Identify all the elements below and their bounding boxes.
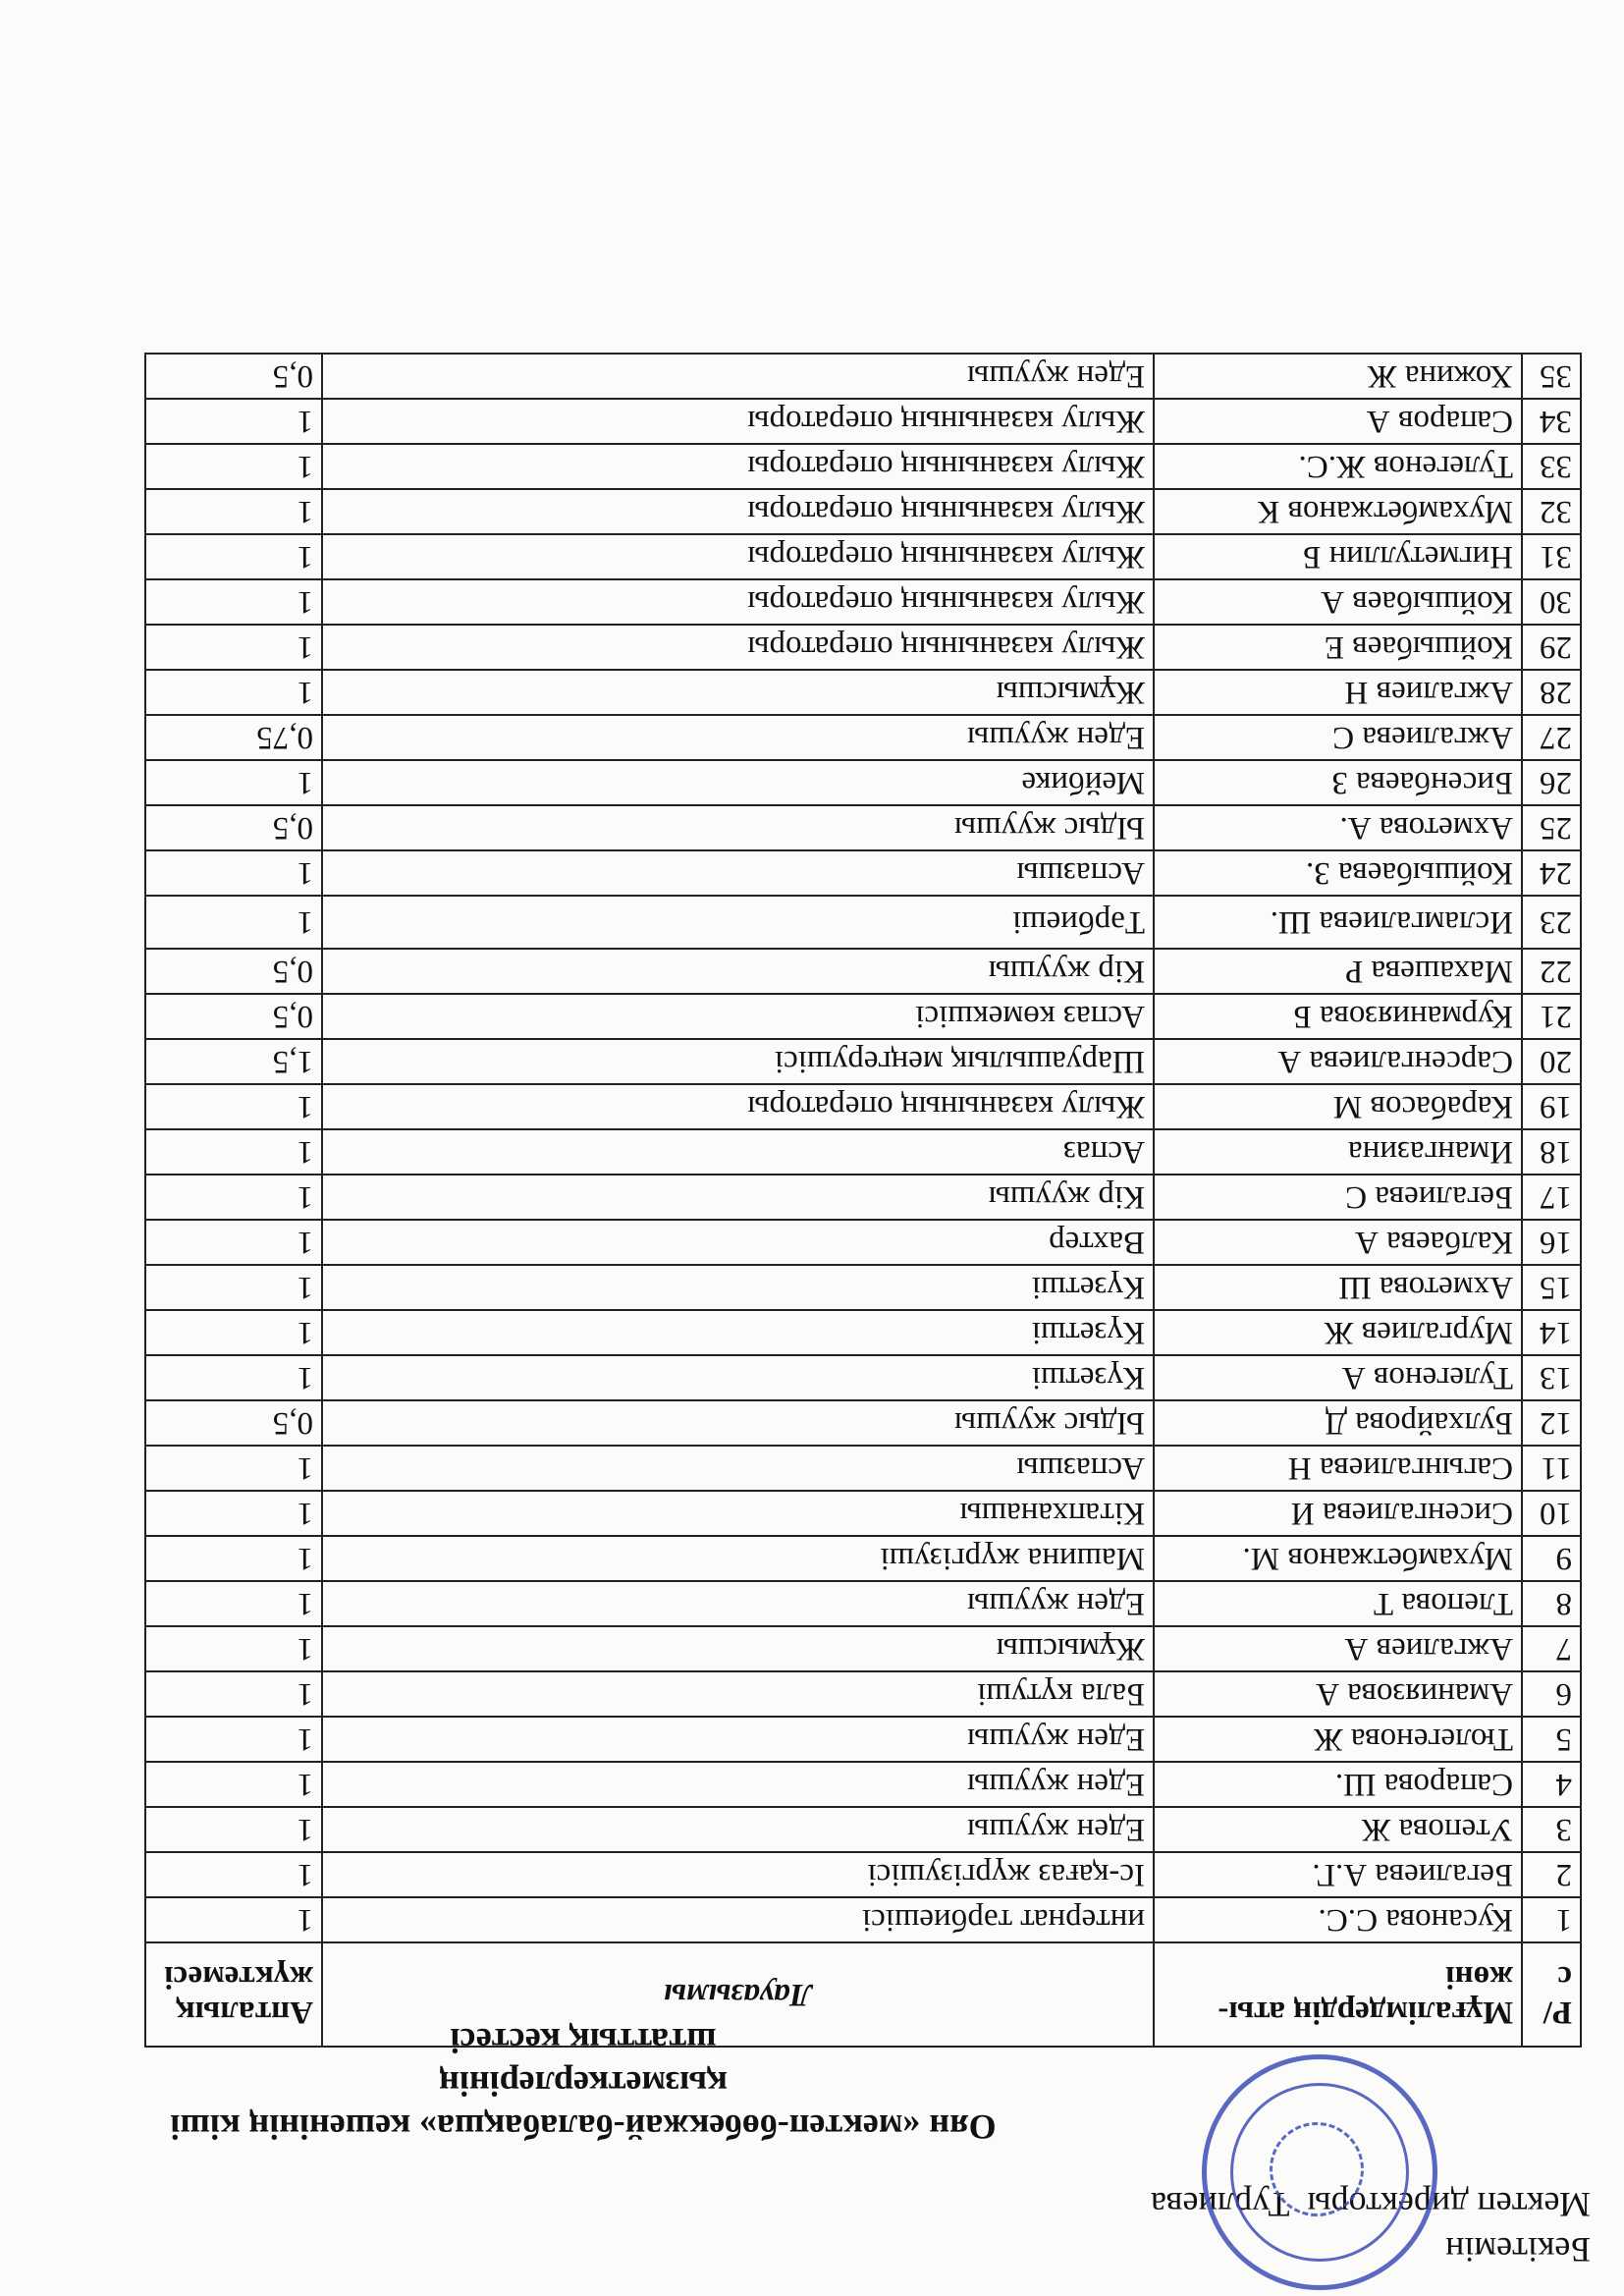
cell-num: 19: [1522, 1084, 1581, 1129]
table-row: [145, 1355, 1581, 1400]
cell-load: 1: [145, 1491, 322, 1536]
cell-num: 3: [1522, 1807, 1581, 1852]
cell-position: Жылу казанының операторы: [322, 444, 1154, 489]
cell-position: Күзетші: [322, 1355, 1154, 1400]
cell-num: 33: [1522, 444, 1581, 489]
cell-load: 1: [145, 760, 322, 805]
cell-name: Сисенгалиева И: [1154, 1491, 1522, 1536]
cell-name: Сапаров А: [1154, 399, 1522, 444]
cell-load: 1: [145, 1310, 322, 1355]
cell-load: 1: [145, 1265, 322, 1310]
cell-name: Мургалиев Ж: [1154, 1310, 1522, 1355]
title-line-2: штаттық кестесі: [450, 2021, 717, 2060]
cell-position: Күзетші: [322, 1265, 1154, 1310]
cell-position: Жұмысшы: [322, 1626, 1154, 1671]
cell-num: 16: [1522, 1220, 1581, 1265]
header-name: Мұғалімдердің аты-жөні: [1154, 1942, 1522, 2047]
table-row: [145, 534, 1581, 579]
cell-load: 1,5: [145, 1039, 322, 1084]
cell-load: 1: [145, 1220, 322, 1265]
cell-num: 20: [1522, 1039, 1581, 1084]
table-row: [145, 760, 1581, 805]
cell-position: Жылу казанының операторы: [322, 579, 1154, 625]
table-row: [145, 670, 1581, 715]
cell-position: Күзетші: [322, 1310, 1154, 1355]
header-position: Лауазымы: [322, 1942, 1154, 2047]
table-header-row: [145, 1942, 1581, 2047]
table-row: [145, 1491, 1581, 1536]
cell-load: 1: [145, 1084, 322, 1129]
cell-name: Ажгалиев Н: [1154, 670, 1522, 715]
cell-num: 9: [1522, 1536, 1581, 1581]
table-row: [145, 625, 1581, 670]
cell-load: 1: [145, 534, 322, 579]
cell-position: Аспаз көмекшісі: [322, 994, 1154, 1039]
cell-name: Бегалиева С: [1154, 1175, 1522, 1220]
cell-load: 1: [145, 1626, 322, 1671]
cell-load: 1: [145, 850, 322, 896]
cell-num: 8: [1522, 1581, 1581, 1626]
cell-load: 1: [145, 1175, 322, 1220]
table-row: [145, 1762, 1581, 1807]
cell-load: 0,5: [145, 1400, 322, 1446]
cell-name: Тюлегенова Ж: [1154, 1717, 1522, 1762]
cell-num: 22: [1522, 949, 1581, 994]
table-row: [145, 1039, 1581, 1084]
cell-name: Махашева Р: [1154, 949, 1522, 994]
table-row: [145, 579, 1581, 625]
cell-load: 1: [145, 1129, 322, 1175]
table-row: [145, 994, 1581, 1039]
cell-name: Ахметова Ш: [1154, 1265, 1522, 1310]
cell-position: интернат тәрбиешісі: [322, 1897, 1154, 1942]
cell-name: Мухамбетжанов К: [1154, 489, 1522, 534]
title-line-1: Оян «мектеп-бөбекжай-балабақша» кешенінің кіші қызметкерлерінің: [170, 2064, 997, 2147]
cell-position: Аспаз: [322, 1129, 1154, 1175]
official-seal-icon: [1202, 2054, 1437, 2290]
cell-name: Булхайрова Д: [1154, 1400, 1522, 1446]
cell-load: 1: [145, 896, 322, 949]
cell-load: 0,5: [145, 994, 322, 1039]
cell-num: 4: [1522, 1762, 1581, 1807]
cell-num: 27: [1522, 715, 1581, 760]
director-name: Турлиева: [1151, 2185, 1290, 2224]
table-row: [145, 1265, 1581, 1310]
cell-position: Аспазшы: [322, 850, 1154, 896]
cell-num: 13: [1522, 1355, 1581, 1400]
approval-label: Бекітемін: [1445, 2230, 1591, 2269]
cell-name: Сарсенгалиева А: [1154, 1039, 1522, 1084]
cell-load: 1: [145, 1762, 322, 1807]
table-row: [145, 1852, 1581, 1897]
cell-name: Койшыбаев А: [1154, 579, 1522, 625]
cell-position: Машина жүргізуші: [322, 1536, 1154, 1581]
cell-name: Ажгалиева С: [1154, 715, 1522, 760]
table-row: [145, 354, 1581, 399]
cell-position: Жылу казанының операторы: [322, 399, 1154, 444]
header-load: Апталық жүктемесі: [145, 1942, 322, 2047]
cell-name: Тулегенов А: [1154, 1355, 1522, 1400]
cell-name: Ахметова А.: [1154, 805, 1522, 850]
cell-position: Жылу казанының операторы: [322, 625, 1154, 670]
cell-name: Мухамбетжанов М.: [1154, 1536, 1522, 1581]
cell-name: Тлепова Т: [1154, 1581, 1522, 1626]
cell-num: 15: [1522, 1265, 1581, 1310]
table-row: [145, 1807, 1581, 1852]
cell-position: Аспазшы: [322, 1446, 1154, 1491]
cell-position: Жылу казанының операторы: [322, 534, 1154, 579]
cell-position: Еден жуушы: [322, 1717, 1154, 1762]
cell-num: 18: [1522, 1129, 1581, 1175]
cell-name: Кусанова С.С.: [1154, 1897, 1522, 1942]
table-row: [145, 1310, 1581, 1355]
cell-load: 1: [145, 579, 322, 625]
table-row: [145, 1400, 1581, 1446]
cell-load: 1: [145, 489, 322, 534]
staff-table: [144, 353, 1582, 2048]
cell-position: Кітапханашы: [322, 1491, 1154, 1536]
cell-num: 31: [1522, 534, 1581, 579]
table-row: [145, 896, 1581, 949]
cell-name: Исламгалиева Ш.: [1154, 896, 1522, 949]
cell-name: Бегалиева А.Г.: [1154, 1852, 1522, 1897]
cell-num: 25: [1522, 805, 1581, 850]
cell-position: Еден жуушы: [322, 1807, 1154, 1852]
cell-load: 1: [145, 1807, 322, 1852]
table-row: [145, 1446, 1581, 1491]
cell-num: 35: [1522, 354, 1581, 399]
cell-num: 34: [1522, 399, 1581, 444]
cell-num: 24: [1522, 850, 1581, 896]
cell-name: Тулегенов Ж.С.: [1154, 444, 1522, 489]
cell-position: Жылу казанының операторы: [322, 1084, 1154, 1129]
table-row: [145, 1717, 1581, 1762]
cell-position: Еден жуушы: [322, 715, 1154, 760]
cell-name: Аманиязова А: [1154, 1671, 1522, 1717]
table-row: [145, 1175, 1581, 1220]
cell-name: Имангазина: [1154, 1129, 1522, 1175]
table-row: [145, 1897, 1581, 1942]
cell-num: 30: [1522, 579, 1581, 625]
cell-position: Еден жуушы: [322, 354, 1154, 399]
table-row: [145, 1220, 1581, 1265]
table-row: [145, 1129, 1581, 1175]
director-title: Мектеп директоры: [1307, 2185, 1591, 2224]
cell-position: Шаруашылық меңгерушісі: [322, 1039, 1154, 1084]
cell-name: Койшыбаев Е: [1154, 625, 1522, 670]
table-row: [145, 1671, 1581, 1717]
cell-num: 28: [1522, 670, 1581, 715]
cell-num: 21: [1522, 994, 1581, 1039]
cell-position: Ыдыс жуушы: [322, 805, 1154, 850]
header-num: Р/с: [1522, 1942, 1581, 2047]
cell-load: 1: [145, 1536, 322, 1581]
table-row: [145, 1084, 1581, 1129]
cell-load: 1: [145, 1581, 322, 1626]
cell-name: Ажгалиев А: [1154, 1626, 1522, 1671]
table-body: [145, 354, 1581, 1942]
cell-position: Іс-қағаз жүргізушісі: [322, 1852, 1154, 1897]
table-row: [145, 444, 1581, 489]
cell-num: 23: [1522, 896, 1581, 949]
cell-position: Кір жуушы: [322, 1175, 1154, 1220]
cell-position: Тәрбиеші: [322, 896, 1154, 949]
table-row: [145, 805, 1581, 850]
cell-name: Карабасов М: [1154, 1084, 1522, 1129]
cell-name: Калбаева А: [1154, 1220, 1522, 1265]
cell-position: Бала күтуші: [322, 1671, 1154, 1717]
cell-num: 32: [1522, 489, 1581, 534]
cell-load: 0,5: [145, 949, 322, 994]
cell-name: Курманиязова Б: [1154, 994, 1522, 1039]
table-row: [145, 949, 1581, 994]
cell-num: 14: [1522, 1310, 1581, 1355]
cell-load: 1: [145, 1671, 322, 1717]
cell-num: 10: [1522, 1491, 1581, 1536]
table-row: [145, 489, 1581, 534]
cell-load: 1: [145, 1852, 322, 1897]
cell-name: Койшыбаева З.: [1154, 850, 1522, 896]
cell-num: 1: [1522, 1897, 1581, 1942]
table-row: [145, 1536, 1581, 1581]
seal-emblem: [1270, 2122, 1364, 2216]
cell-load: 1: [145, 1355, 322, 1400]
cell-position: Ыдыс жуушы: [322, 1400, 1154, 1446]
cell-num: 6: [1522, 1671, 1581, 1717]
cell-num: 2: [1522, 1852, 1581, 1897]
table-row: [145, 1626, 1581, 1671]
cell-load: 1: [145, 399, 322, 444]
cell-position: Мейбике: [322, 760, 1154, 805]
cell-load: 1: [145, 444, 322, 489]
cell-load: 1: [145, 670, 322, 715]
cell-name: Бисенбаева З: [1154, 760, 1522, 805]
cell-name: Сапарова Ш.: [1154, 1762, 1522, 1807]
cell-position: Кір жуушы: [322, 949, 1154, 994]
cell-position: Вахтер: [322, 1220, 1154, 1265]
cell-num: 7: [1522, 1626, 1581, 1671]
cell-load: 1: [145, 1897, 322, 1942]
cell-load: 0,75: [145, 715, 322, 760]
cell-name: Хожина Ж: [1154, 354, 1522, 399]
cell-num: 5: [1522, 1717, 1581, 1762]
table-row: [145, 850, 1581, 896]
table-row: [145, 1581, 1581, 1626]
cell-name: Утепова Ж: [1154, 1807, 1522, 1852]
cell-num: 12: [1522, 1400, 1581, 1446]
cell-name: Нигметуллин Б: [1154, 534, 1522, 579]
cell-name: Сагынгалиева Н: [1154, 1446, 1522, 1491]
cell-position: Еден жуушы: [322, 1762, 1154, 1807]
cell-num: 26: [1522, 760, 1581, 805]
cell-num: 17: [1522, 1175, 1581, 1220]
cell-num: 29: [1522, 625, 1581, 670]
cell-num: 11: [1522, 1446, 1581, 1491]
cell-load: 1: [145, 1446, 322, 1491]
cell-load: 0,5: [145, 805, 322, 850]
cell-position: Еден жуушы: [322, 1581, 1154, 1626]
cell-position: Жұмысшы: [322, 670, 1154, 715]
cell-load: 1: [145, 1717, 322, 1762]
cell-load: 0,5: [145, 354, 322, 399]
table-row: [145, 399, 1581, 444]
table-row: [145, 715, 1581, 760]
cell-position: Жылу казанының операторы: [322, 489, 1154, 534]
cell-load: 1: [145, 625, 322, 670]
